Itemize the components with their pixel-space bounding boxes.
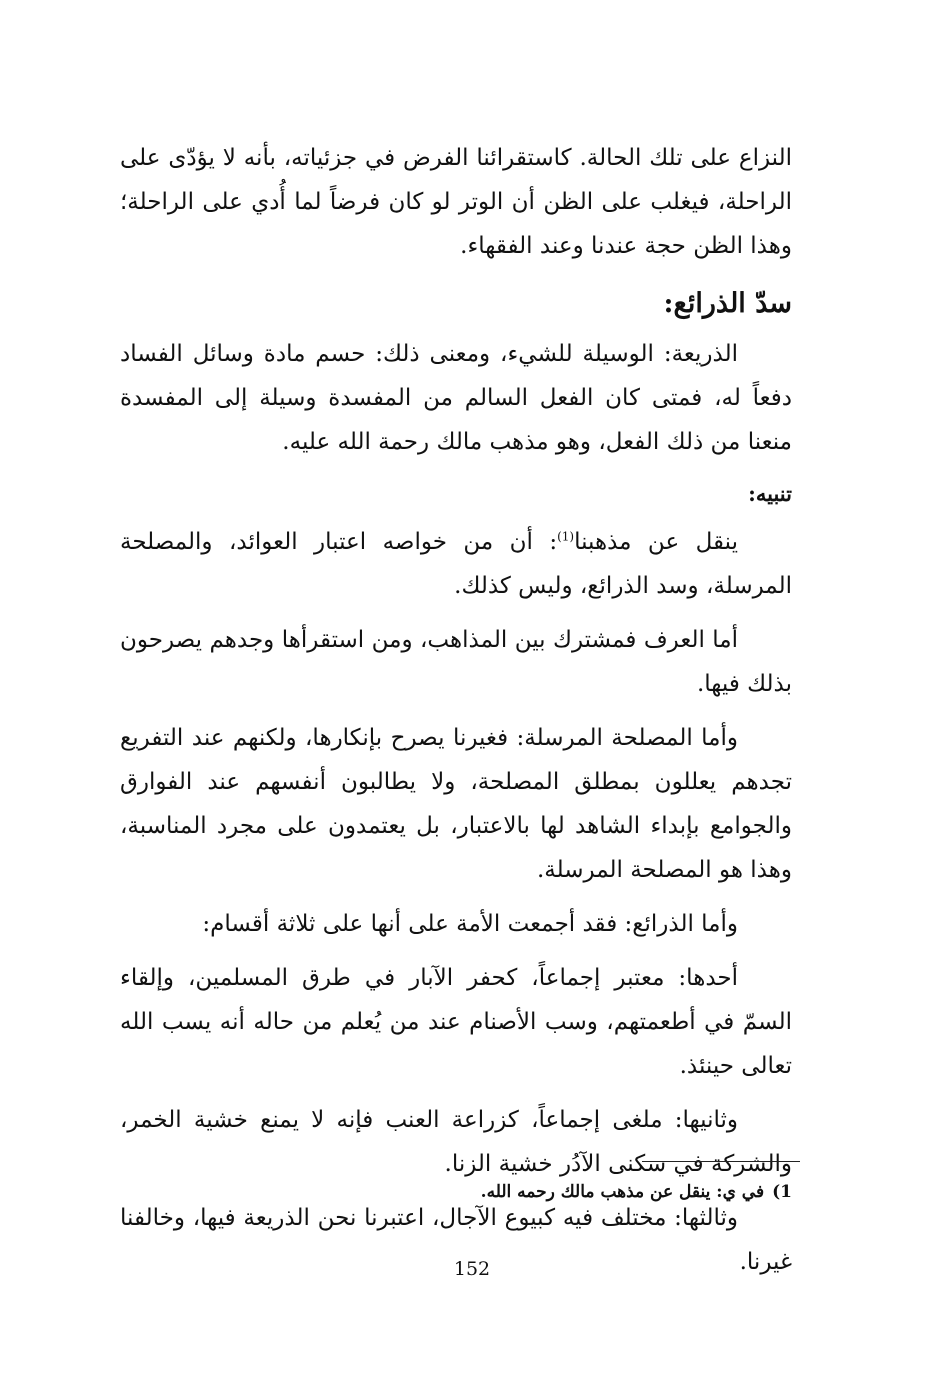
footnote-text: في ي: ينقل عن مذهب مالك رحمه الله. [480, 1182, 765, 1202]
footnote-number: 1) [772, 1182, 792, 1202]
page-number: 152 [453, 1258, 491, 1280]
definition-paragraph: الذريعة: الوسيلة للشيء، ومعنى ذلك: حسم مادة وسائل الفساد دفعاً له، فمتى كان الفعل السالم من المفسدة وسيلة إلى المفسدة منعنا من ذلك الفعل، وهو مذهب مالك رحمة الله عليه. [120, 341, 792, 455]
body-text-main [120, 520, 792, 1284]
maslaha-paragraph: وأما المصلحة المرسلة: فغيرنا يصرح بإنكارها، ولكنهم عند التفريع تجدهم يعللون بمطلق المصلحة، ولا يطالبون أنفسهم عند الفوارق والجوامع بإبداء الشاهد لها بالاعتبار، بل يعتمدون على مجرد المناسبة، وهذا هو المصلحة المرسلة. [120, 725, 792, 883]
footnote-reference: (1) [557, 529, 575, 544]
section-heading: سدّ الذرائع: [663, 288, 792, 319]
opening-paragraph: النزاع على تلك الحالة. كاستقرائنا الفرض في جزئياته، بأنه لا يؤدّى على الراحلة، فيغلب على الظن أن الوتر لو كان فرضاً لما أُدي على الراحلة؛ وهذا الظن حجة عندنا وعند الفقهاء. [120, 145, 792, 259]
custom-paragraph: أما العرف فمشترك بين المذاهب، ومن استقرأها وجدهم يصرحون بذلك فيها. [120, 627, 792, 697]
first-type-paragraph: أحدها: معتبر إجماعاً، كحفر الآبار في طرق المسلمين، وإلقاء السمّ في أطعمتهم، وسب الأصنام عند من يُعلم من حاله أنه يسب الله تعالى حينئذ. [120, 965, 792, 1079]
footnote [120, 1177, 792, 1207]
body-text-definition [120, 332, 792, 464]
dharai-paragraph: وأما الذرائع: فقد أجمعت الأمة على أنها على ثلاثة أقسام: [202, 911, 738, 937]
third-type-paragraph: وثالثها: مختلف فيه كبيوع الآجال، اعتبرنا نحن الذريعة فيها، وخالفنا غيرنا. [120, 1205, 792, 1275]
note-heading: تنبيه: [748, 481, 792, 506]
footnote-separator [642, 1161, 800, 1162]
second-type-paragraph: وثانيها: ملغى إجماعاً، كزراعة العنب فإنه لا يمنع خشية الخمر، والشركة في سكنى الآدُر خشية الزنا. [120, 1107, 792, 1177]
body-text-top [120, 136, 792, 268]
note-paragraph-end: : أن من خواصه اعتبار العوائد، والمصلحة المرسلة، وسد الذرائع، وليس كذلك. [120, 529, 792, 599]
note-paragraph [120, 520, 792, 608]
note-paragraph-start: ينقل عن مذهبنا [574, 529, 738, 555]
